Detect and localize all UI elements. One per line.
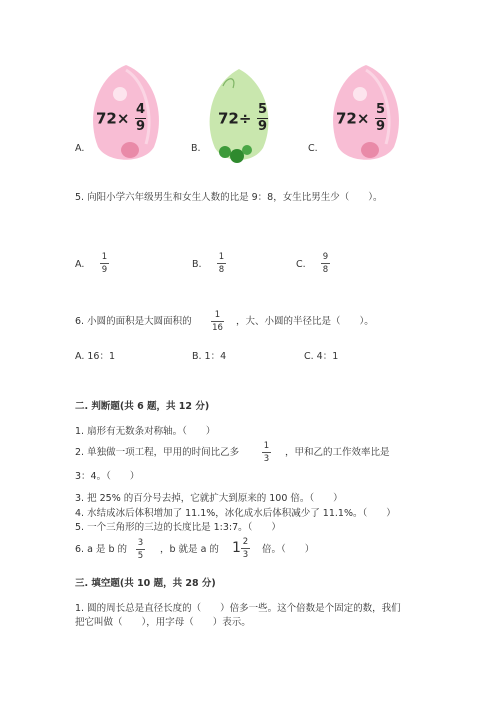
judge-item-2-after: ，甲和乙的工作效率比是	[285, 447, 390, 458]
q4-b-expression: 72÷ $\frac{5}{9}$	[218, 102, 268, 134]
question-6-text-after: ，大、小圆的半径比是（ ）。	[236, 316, 374, 327]
judge-item-2-line2: 3：4。（ ）	[75, 471, 140, 482]
fill-item-1-line2: 把它叫做（ ），用字母（ ）表示。	[75, 617, 251, 628]
judge-item-6-fraction: 3 5	[137, 538, 144, 561]
q4-a-expression: 72× $\frac{4}{9}$	[96, 102, 146, 134]
option-letter: B.	[192, 259, 202, 270]
q5-option-a-fraction: 1 9	[101, 252, 108, 275]
judge-item-2: 2. 单独做一项工程，甲用的时间比乙多	[75, 447, 240, 458]
option-letter: A.	[75, 143, 85, 154]
q5-option-c-fraction: 9 8	[322, 252, 329, 275]
option-letter: C.	[308, 143, 318, 154]
fill-item-1-line1: 1. 圆的周长总是直径长度的（ ）倍多一些。这个倍数是个固定的数，我们	[75, 603, 401, 614]
q6-option-b: B. 1：4	[192, 351, 227, 362]
judge-item-6: 6. a 是 b 的	[75, 544, 127, 555]
question-6-text: 6. 小圆的面积是大圆面积的	[75, 316, 192, 327]
section-2-title: 二. 判断题(共 6 题，共 12 分)	[75, 401, 210, 412]
q6-option-a: A. 16：1	[75, 351, 116, 362]
section-3-title: 三. 填空题(共 10 题，共 28 分)	[75, 578, 216, 589]
q5-option-b-fraction: 1 8	[218, 252, 225, 275]
judge-item-4: 4. 水结成冰后体积增加了 11.1%，冰化成水后体积减少了 11.1%。（ ）	[75, 508, 396, 519]
q6-fraction: 1 16	[212, 310, 223, 333]
judge-item-6-mixed-number: 1 $\frac{2}{3}$	[232, 536, 249, 560]
q4-c-expression: 72× $\frac{5}{9}$	[336, 102, 386, 134]
judge-item-2-fraction: 1 3	[263, 441, 270, 464]
q6-option-c: C. 4：1	[304, 351, 339, 362]
judge-item-3: 3. 把 25% 的百分号去掉，它就扩大到原来的 100 倍。（ ）	[75, 493, 343, 504]
judge-item-6-mid: ，b 就是 a 的	[160, 544, 219, 555]
option-letter: A.	[75, 259, 85, 270]
option-letter: C.	[296, 259, 306, 270]
option-letter: B.	[191, 143, 201, 154]
judge-item-6-after: 倍。（ ）	[262, 544, 315, 555]
question-5-text: 5. 向阳小学六年级男生和女生人数的比是 9：8，女生比男生少（ ）。	[75, 192, 383, 203]
judge-item-5: 5. 一个三角形的三边的长度比是 1:3:7。（ ）	[75, 522, 281, 533]
judge-item-1: 1. 扇形有无数条对称轴。（ ）	[75, 426, 216, 437]
